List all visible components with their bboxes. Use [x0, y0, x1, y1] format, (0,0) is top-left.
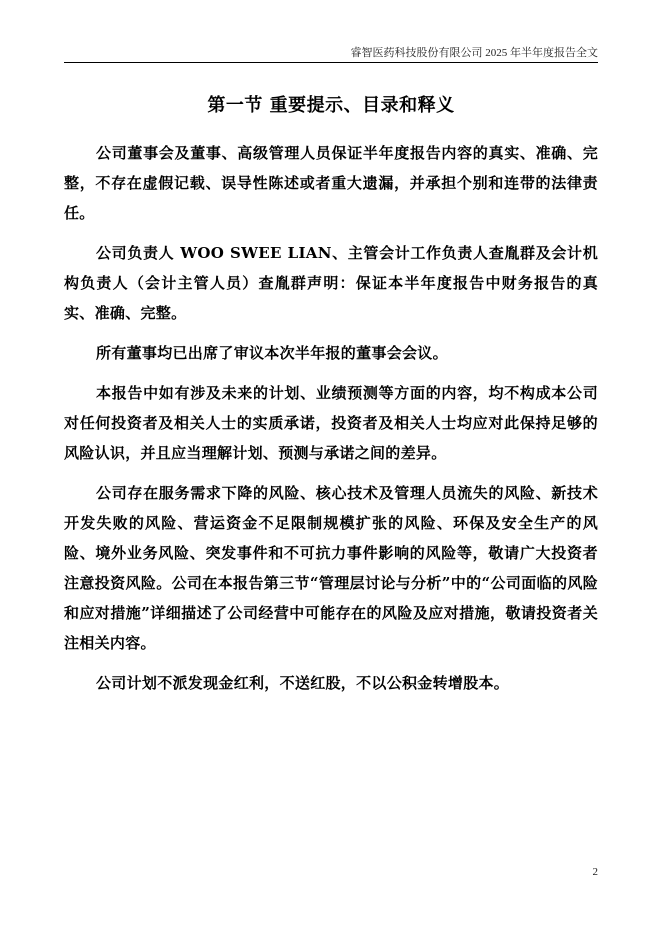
- paragraph-forward-looking: 本报告中如有涉及未来的计划、业绩预测等方面的内容，均不构成本公司对任何投资者及相关人士的实质承诺，投资者及相关人士均应对此保持足够的风险认识，并且应当理解计划、预测与承诺之间的差异。: [64, 384, 598, 462]
- paragraph-attendance: 所有董事均已出席了审议本次半年报的董事会会议。: [96, 344, 448, 362]
- paragraph-responsible-persons: 公司负责人 WOO SWEE LIAN、主管会计工作负责人查胤群及会计机构负责人（会计主管人员）查胤群声明：保证本半年度报告中财务报告的真实、准确、完整。: [64, 244, 598, 322]
- section-title: 第一节 重要提示、目录和释义: [207, 95, 455, 116]
- page-number: 2: [592, 866, 598, 878]
- header-divider: [64, 62, 598, 63]
- running-header: 睿智医药科技股份有限公司 2025 年半年度报告全文: [350, 47, 598, 59]
- notice-body: [64, 138, 598, 708]
- paragraph-board-guarantee: 公司董事会及董事、高级管理人员保证半年度报告内容的真实、准确、完整，不存在虚假记载、误导性陈述或者重大遗漏，并承担个别和连带的法律责任。: [64, 144, 598, 222]
- paragraph-dividend-plan: 公司计划不派发现金红利，不送红股，不以公积金转增股本。: [96, 674, 510, 692]
- paragraph-risk-factors: 公司存在服务需求下降的风险、核心技术及管理人员流失的风险、新技术开发失败的风险、营运资金不足限制规模扩张的风险、环保及安全生产的风险、境外业务风险、突发事件和不可抗力事件影响的风险等，敬请广大投资者注意投资风险。公司在本报告第三节“管理层讨论与分析”中的“公司面临的风险和应对措施”详细描述了公司经营中可能存在的风险及应对措施，敬请投资者关注相关内容。: [64, 484, 598, 652]
